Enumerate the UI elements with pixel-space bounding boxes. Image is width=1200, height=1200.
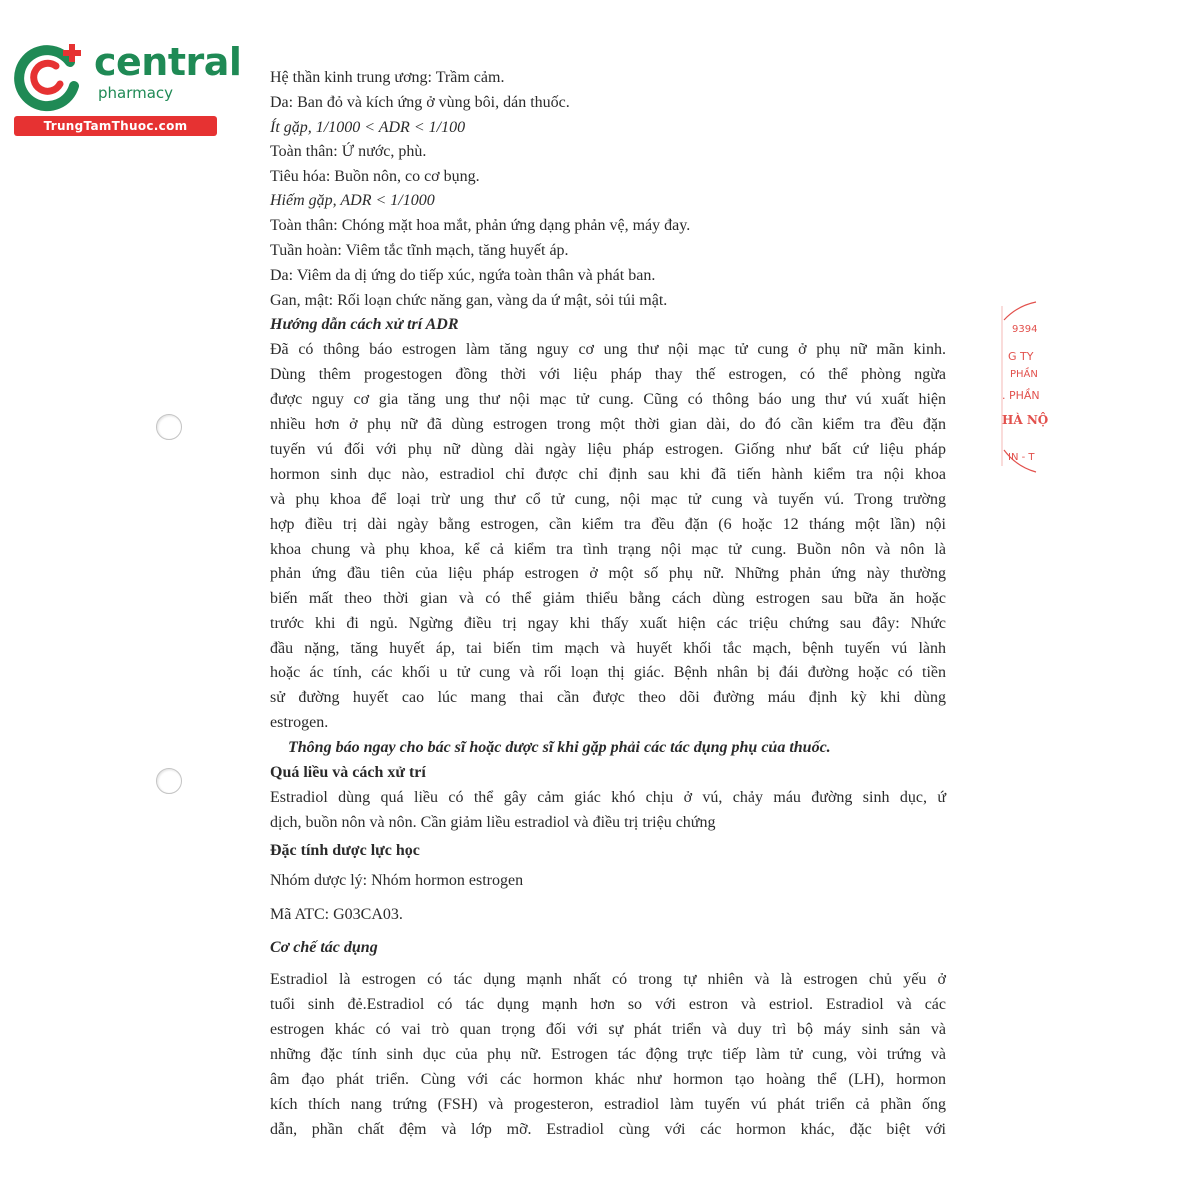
text-line: Da: Ban đỏ và kích ứng ở vùng bôi, dán thuốc. <box>270 94 570 111</box>
text-line: Toàn thân: Chóng mặt hoa mắt, phản ứng dạng phản vệ, máy đay. <box>270 217 691 234</box>
stamp-text-5: HÀ NỘ <box>1002 413 1049 427</box>
text-line: trước khi đi ngủ. Ngừng điều trị ngay khi thấy xuất hiện các triệu chứng sau đây: Nhức <box>270 615 946 632</box>
text-line: Đã có thông báo estrogen làm tăng nguy cơ ung thư nội mạc tử cung ở phụ nữ mãn kinh. <box>270 341 946 358</box>
text-line: Estradiol là estrogen có tác dụng mạnh nhất có trong tự nhiên và là estrogen chủ yếu ở <box>270 971 946 988</box>
stamp-text-4: . PHẦN <box>1002 389 1040 402</box>
pharmacy-logo-icon <box>14 40 86 112</box>
text-line: tuyến vú đối với phụ nữ dùng dài ngày liệu pháp estrogen. Giống như bất cứ liệu pháp <box>270 441 946 458</box>
text-line: những đặc tính sinh dục của phụ nữ. Estrogen tác động trực tiếp làm tử cung, vòi trứng và <box>270 1046 946 1063</box>
text-line: khoa chung và phụ khoa, kể cả kiểm tra tình trạng nội mạc tử cung. Buồn nôn và nôn là <box>270 541 946 558</box>
text-line: hormon sinh dục nào, estradiol chỉ được chỉ định sau khi đã tiến hành kiểm tra nội khoa <box>270 466 946 483</box>
stamp-text-1: 9394 <box>1012 324 1038 335</box>
text-line: Hệ thần kinh trung ương: Trầm cảm. <box>270 69 505 86</box>
text-line: hợp điều trị dài ngày bằng estrogen, cần kiểm tra đều đặn (6 hoặc 12 tháng một lần) nội <box>270 516 946 533</box>
company-stamp <box>996 300 1056 480</box>
text-line: Dùng thêm progestogen đồng thời với liệu pháp thay thế estrogen, có thể phòng ngừa <box>270 366 946 383</box>
text-line: dẫn, phần chất đệm và lớp mỡ. Estradiol cùng với các hormon khác, đặc biệt với <box>270 1121 946 1138</box>
section-heading: Cơ chế tác dụng <box>270 939 378 956</box>
text-line: phản ứng đầu tiên của liệu pháp estrogen ở một số phụ nữ. Những phản ứng này thường <box>270 565 946 582</box>
warning-note: Thông báo ngay cho bác sĩ hoặc dược sĩ khi gặp phải các tác dụng phụ của thuốc. <box>288 739 831 756</box>
text-line: Toàn thân: Ứ nước, phù. <box>270 143 427 160</box>
text-line: Da: Viêm da dị ứng do tiếp xúc, ngứa toàn thân và phát ban. <box>270 267 656 284</box>
punch-hole-bottom <box>156 768 182 794</box>
brand-logo[interactable] <box>8 36 242 136</box>
text-line: dịch, buồn nôn và nôn. Cần giảm liều estradiol và điều trị triệu chứng <box>270 814 716 831</box>
text-line: hoặc ác tính, các khối u tử cung và rối loạn thị giác. Bệnh nhân bị đái đường hoặc có tiền <box>270 664 946 681</box>
text-line: và phụ khoa để loại trừ ung thư cổ tử cung, nội mạc tử cung và tuyến vú. Trong trường <box>270 491 946 508</box>
text-line: estrogen khác có vai trò quan trọng đối với sự phát triển và duy trì bộ máy sinh sản và <box>270 1021 946 1038</box>
punch-hole-top <box>156 414 182 440</box>
text-line: nhiều hơn ở phụ nữ đã dùng estrogen trong một thời gian dài, do đó cần kiểm tra đều đặn <box>270 416 946 433</box>
brand-website: TrungTamThuoc.com <box>14 116 217 136</box>
text-line: Nhóm dược lý: Nhóm hormon estrogen <box>270 872 524 889</box>
text-line: sử đường huyết cao lúc mang thai cần được theo dõi đường máu định kỳ khi dùng <box>270 689 946 706</box>
brand-name: central <box>94 40 242 84</box>
stamp-text-3: PHẦN <box>1010 369 1038 380</box>
frequency-heading: Ít gặp, 1/1000 < ADR < 1/100 <box>270 119 466 136</box>
section-heading: Quá liều và cách xử trí <box>270 764 426 781</box>
text-line: Estradiol dùng quá liều có thể gây cảm giác khó chịu ở vú, chảy máu đường sinh dục, ứ <box>270 789 946 806</box>
text-line: Tuần hoàn: Viêm tắc tĩnh mạch, tăng huyết áp. <box>270 242 569 259</box>
text-line: estrogen. <box>270 714 329 731</box>
text-line: tuổi sinh đẻ.Estradiol có tác dụng mạnh hơn so với estron và estriol. Estradiol và các <box>270 996 946 1013</box>
section-heading: Đặc tính dược lực học <box>270 842 420 859</box>
text-line: Mã ATC: G03CA03. <box>270 906 403 923</box>
stamp-text-2: G TY <box>1008 350 1034 363</box>
text-line: Gan, mật: Rối loạn chức năng gan, vàng da ứ mật, sỏi túi mật. <box>270 292 668 309</box>
text-line: kích thích nang trứng (FSH) và progesteron, estradiol làm tuyến vú phát triển cả phần ống <box>270 1096 946 1113</box>
section-heading: Hướng dẫn cách xử trí ADR <box>270 316 459 333</box>
text-line: Tiêu hóa: Buồn nôn, co cơ bụng. <box>270 168 480 185</box>
stamp-text-6: IN - T <box>1008 452 1035 463</box>
text-line: được nguy cơ gia tăng ung thư nội mạc tử cung. Cũng có thông báo ung thư vú xuất hiện <box>270 391 946 408</box>
text-line: âm đạo phát triển. Cùng với các hormon khác như hormon tạo hoàng thể (LH), hormon <box>270 1071 946 1088</box>
text-line: biến mất theo thời gian và có thể giảm thiểu bằng cách dùng estrogen sau bữa ăn hoặc <box>270 590 946 607</box>
brand-subtitle: pharmacy <box>98 84 174 102</box>
text-line: đầu nặng, tăng huyết áp, tai biến tim mạch và huyết khối tắc mạch, bệnh tuyến vú lành <box>270 640 946 657</box>
frequency-heading: Hiếm gặp, ADR < 1/1000 <box>270 192 435 209</box>
